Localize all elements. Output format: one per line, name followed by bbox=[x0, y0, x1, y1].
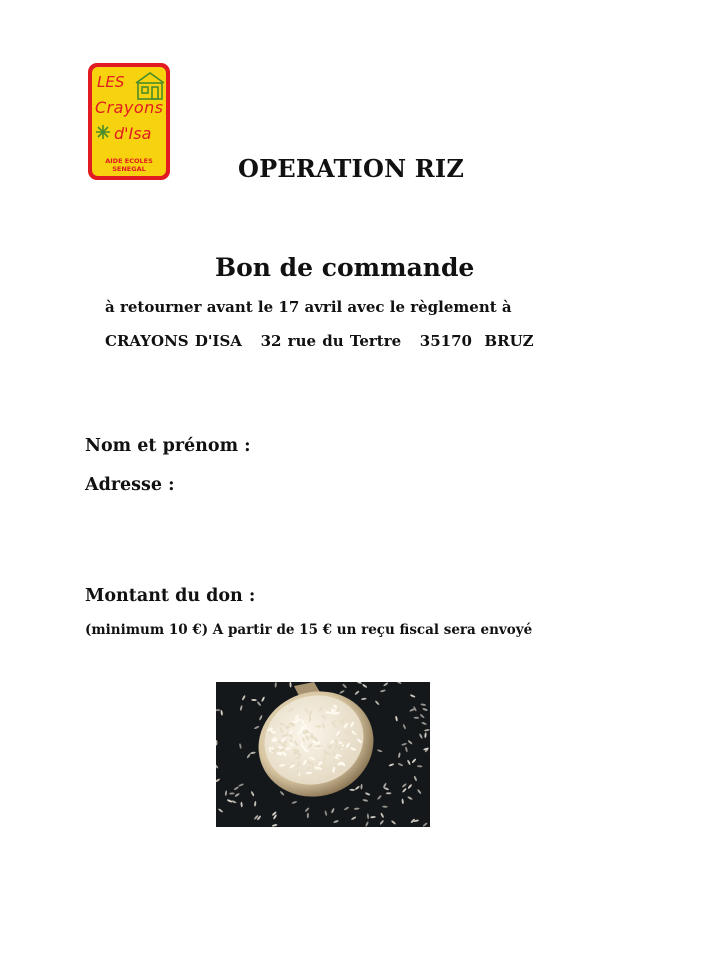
rice-spoon-photo bbox=[216, 682, 430, 827]
rice-illustration bbox=[216, 682, 430, 827]
logo-line-les: LES bbox=[97, 73, 125, 91]
form-subtitle: Bon de commande bbox=[215, 253, 475, 282]
association-logo bbox=[88, 63, 170, 180]
postal-address: CRAYONS D'ISA 32 rue du Tertre 35170 BRUZ bbox=[105, 332, 534, 350]
logo-tag-aide: AIDE ECOLES bbox=[105, 157, 153, 165]
name-field-label: Nom et prénom : bbox=[85, 436, 251, 456]
donation-amount-label: Montant du don : bbox=[85, 586, 256, 606]
logo-artwork bbox=[92, 67, 166, 176]
return-instructions: à retourner avant le 17 avril avec le règlement à bbox=[105, 298, 512, 316]
address-field-label: Adresse : bbox=[85, 475, 175, 495]
house-icon bbox=[136, 73, 164, 99]
page-title: OPERATION RIZ bbox=[238, 154, 465, 183]
logo-tag-senegal: SENEGAL bbox=[112, 165, 146, 173]
star-icon bbox=[96, 125, 110, 139]
logo-line-disa: d'Isa bbox=[114, 124, 152, 143]
logo-line-crayons: Crayons bbox=[95, 98, 163, 117]
logo-panel bbox=[92, 67, 166, 176]
donation-note: (minimum 10 €) A partir de 15 € un reçu fiscal sera envoyé bbox=[85, 622, 533, 638]
